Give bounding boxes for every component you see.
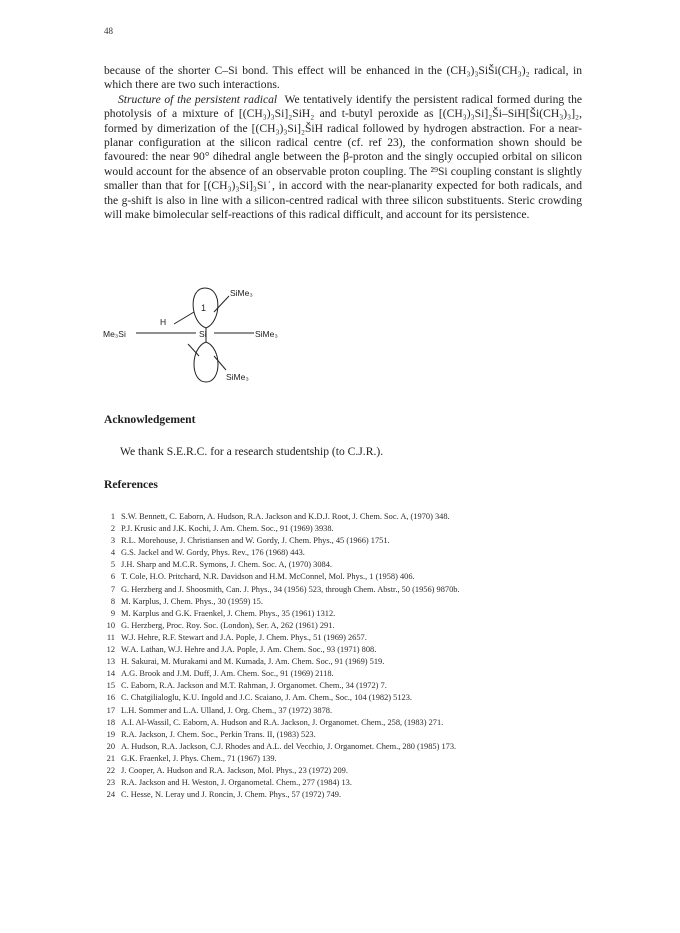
reference-number: 5 — [110, 560, 115, 570]
reference-number: 23 — [106, 778, 115, 788]
reference-number: 8 — [110, 596, 115, 606]
reference-item — [104, 620, 584, 632]
reference-number: 15 — [106, 681, 115, 691]
reference-text: A.G. Brook and J.M. Duff, J. Am. Chem. Soc., 91 (1969) 2118. — [121, 669, 334, 679]
reference-item — [104, 584, 584, 596]
reference-text: G. Herzberg, Proc. Roy. Soc. (London), Ser. A, 262 (1961) 291. — [121, 620, 335, 630]
reference-item — [104, 535, 584, 547]
reference-number: 10 — [106, 620, 115, 630]
reference-number: 11 — [106, 632, 115, 642]
paragraph-structure — [104, 93, 582, 223]
reference-number: 17 — [106, 705, 115, 715]
reference-text: L.H. Sommer and L.A. Ulland, J. Org. Chem., 37 (1972) 3878. — [121, 705, 333, 715]
paragraph-heading: Structure of the persistent radical — [118, 92, 278, 106]
references-list — [104, 511, 584, 801]
reference-text: A. Hudson, R.A. Jackson, C.J. Rhodes and A.L. del Vecchio, J. Organomet. Chem., 280 (1985) 173. — [121, 741, 457, 751]
reference-item — [104, 547, 584, 559]
bond-bottom-right — [214, 356, 226, 370]
reference-text: C. Hesse, N. Leray und J. Roncin, J. Chem. Phys., 57 (1972) 749. — [121, 790, 342, 800]
reference-text: G. Herzberg and J. Shoosmith, Can. J. Phys., 34 (1956) 523, through Chem. Abstr., 50 (1956) 9870b. — [121, 584, 460, 594]
reference-text: R.L. Morehouse, J. Christiansen and W. Gordy, J. Chem. Phys., 45 (1966) 1751. — [121, 536, 390, 546]
reference-text: T. Cole, H.O. Pritchard, N.R. Davidson and H.M. McConnel, Mol. Phys., 1 (1958) 406. — [121, 572, 415, 582]
reference-item — [104, 680, 584, 692]
body-text — [104, 64, 582, 222]
reference-item — [104, 523, 584, 535]
reference-item — [104, 608, 584, 620]
orbital-lobe-bottom — [194, 342, 218, 382]
reference-item — [104, 656, 584, 668]
reference-item — [104, 705, 584, 717]
reference-text: H. Sakurai, M. Murakami and M. Kumada, J. Am. Chem. Soc., 91 (1969) 519. — [121, 657, 385, 667]
reference-item — [104, 644, 584, 656]
acknowledgement-heading: Acknowledgement — [104, 413, 196, 426]
bond-top-right — [214, 296, 229, 312]
reference-text: J. Cooper, A. Hudson and R.A. Jackson, Mol. Phys., 23 (1972) 209. — [121, 765, 348, 775]
reference-number: 19 — [106, 729, 115, 739]
reference-item — [104, 692, 584, 704]
sime3-right-label: SiMe₃ — [255, 329, 278, 339]
reference-number: 12 — [106, 645, 115, 655]
reference-item — [104, 632, 584, 644]
reference-text: J.H. Sharp and M.C.R. Symons, J. Chem. Soc. A, (1970) 3084. — [121, 560, 333, 570]
reference-item — [104, 559, 584, 571]
reference-text: M. Karplus and G.K. Fraenkel, J. Chem. Phys., 35 (1961) 1312. — [121, 608, 336, 618]
reference-item — [104, 753, 584, 765]
reference-text: C. Chatgilialoglu, K.U. Ingold and J.C. Scaiano, J. Am. Chem., Soc., 104 (1982) 5123. — [121, 693, 413, 703]
reference-item — [104, 777, 584, 789]
acknowledgement-text: We thank S.E.R.C. for a research studentship (to C.J.R.). — [120, 445, 384, 458]
reference-number: 20 — [106, 741, 115, 751]
reference-text: W.J. Hehre, R.F. Stewart and J.A. Pople, J. Chem. Phys., 51 (1969) 2657. — [121, 632, 367, 642]
reference-number: 22 — [106, 765, 115, 775]
references-heading: References — [104, 478, 158, 491]
paragraph-structure-text: We tentatively identify the persistent radical formed during the photolysis of a mixture of [(CH₃)₃Si]₂SiH₂ and t-butyl peroxide as [(CH₃)₃Si]₂Ši–SiH[Ši(CH₃)₃]₂, formed by dimerization of the [(CH₃)₃Si]₂ŠiH radical followed by hydrogen abstraction. For a near-planar configuration at the silicon radical centre (cf. ref 23), the conformation shown should be favoured: the near 90° dihedral angle between the β-proton and the singly occupied orbital on silicon would account for the absence of an observable proton coupling. The ²⁹Si coupling constant is slightly smaller than that for [(CH₃)₃Si]₃Si˙, in accord with the near-planarity expected for both radicals, and the g-shift is also in line with a silicon-centred radical with three silicon substituents. Steric crowding will make bimolecular self-reactions of this radical difficult, and account for its persistence. — [104, 92, 583, 222]
reference-number: 7 — [110, 584, 115, 594]
reference-number: 9 — [110, 608, 115, 618]
reference-text: G.S. Jackel and W. Gordy, Phys. Rev., 176 (1968) 443. — [121, 548, 305, 558]
reference-number: 2 — [110, 524, 115, 534]
electron-count-label: 1 — [201, 303, 207, 313]
reference-number: 16 — [106, 693, 115, 703]
reference-text: W.A. Lathan, W.J. Hehre and J.A. Pople, J. Am. Chem. Soc., 93 (1971) 808. — [121, 645, 377, 655]
me3si-left-label: Me₃Si — [103, 329, 126, 339]
si-center-label: Si — [199, 329, 207, 339]
reference-text: G.K. Fraenkel, J. Phys. Chem., 71 (1967) 139. — [121, 753, 277, 763]
sime3-top-label: SiMe₃ — [230, 288, 253, 298]
reference-item — [104, 789, 584, 801]
reference-number: 6 — [110, 572, 115, 582]
reference-text: S.W. Bennett, C. Eaborn, A. Hudson, R.A. Jackson and K.D.J. Root, J. Chem. Soc. A, (1970) 348. — [121, 512, 450, 521]
bond-h — [174, 312, 194, 324]
reference-text: M. Karplus, J. Chem. Phys., 30 (1959) 15. — [121, 596, 263, 606]
reference-item — [104, 717, 584, 729]
reference-item — [104, 765, 584, 777]
reference-item — [104, 668, 584, 680]
reference-text: C. Eaborn, R.A. Jackson and M.T. Rahman, J. Organomet. Chem., 34 (1972) 7. — [121, 681, 387, 691]
radical-structure-diagram — [102, 282, 302, 394]
reference-text: R.A. Jackson, J. Chem. Soc., Perkin Trans. II, (1983) 523. — [121, 729, 316, 739]
reference-number: 13 — [106, 657, 115, 667]
page-number: 48 — [104, 26, 113, 36]
reference-item — [104, 729, 584, 741]
reference-number: 4 — [110, 548, 115, 558]
reference-item — [104, 511, 584, 523]
reference-number: 14 — [106, 669, 115, 679]
reference-number: 3 — [110, 536, 115, 546]
reference-text: P.J. Krusic and J.K. Kochi, J. Am. Chem. Soc., 91 (1969) 3938. — [121, 524, 334, 534]
sime3-bottom-label: SiMe₃ — [226, 372, 249, 382]
reference-number: 24 — [106, 790, 115, 800]
reference-number: 18 — [106, 717, 115, 727]
reference-number: 21 — [106, 753, 115, 763]
reference-text: R.A. Jackson and H. Weston, J. Organometal. Chem., 277 (1984) 13. — [121, 778, 352, 788]
reference-item — [104, 571, 584, 583]
h-label: H — [160, 317, 167, 327]
paragraph-continuation: because of the shorter C–Si bond. This effect will be enhanced in the (CH₃)₃SiŠi(CH₃)₂ radical, in which there are two such interactions. — [104, 64, 582, 92]
reference-text: A.I. Al-Wassil, C. Eaborn, A. Hudson and R.A. Jackson, J. Organomet. Chem., 258, (1983) 271. — [121, 717, 444, 727]
reference-item — [104, 596, 584, 608]
reference-number: 1 — [110, 512, 115, 521]
reference-item — [104, 741, 584, 753]
